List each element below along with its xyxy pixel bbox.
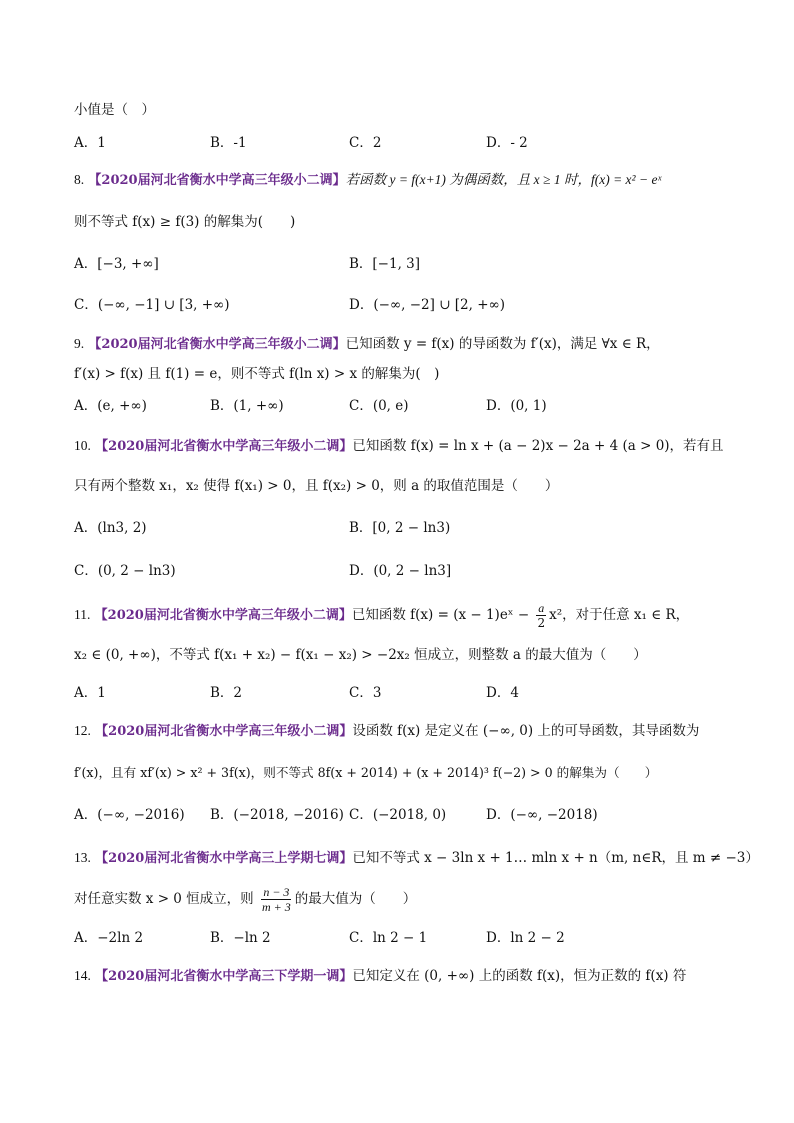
fraction-denominator: 2 [537, 616, 546, 630]
question-number: 14. [74, 968, 91, 983]
q14-stem-1: 已知定义在 (0, +∞) 上的函数 f(x)，恒为正数的 f(x) 符 [352, 968, 687, 984]
question-source: 【2020届河北省衡水中学高三下学期一调】 [95, 969, 353, 984]
q11-line1 [74, 601, 689, 630]
q12-option-b: B．(−2018, −2016) [210, 807, 344, 823]
question-number: 12. [74, 723, 91, 738]
q13-fraction [260, 885, 293, 914]
question-number: 13. [74, 850, 91, 865]
question-source: 【2020届河北省衡水中学高三年级小二调】 [94, 608, 352, 623]
q10-option-c: C．(0, 2 − ln3) [74, 563, 176, 579]
q11-stem-1a: 已知函数 f(x) = (x − 1)eˣ − [351, 607, 530, 623]
q13-option-a: A．−2ln 2 [74, 930, 144, 946]
q10-option-b: B．[0, 2 − ln3) [349, 520, 451, 536]
q13-option-d: D．ln 2 − 2 [486, 930, 565, 946]
fraction-numerator: a [538, 601, 545, 615]
q11-option-b: B．2 [210, 685, 243, 701]
q12-option-d: D．(−∞, −2018) [486, 807, 598, 823]
q9-option-d: D．(0, 1) [486, 398, 547, 414]
q8-line2: 则不等式 f(x) ≥ f(3) 的解集为( ) [74, 214, 296, 230]
q13-line1 [74, 848, 759, 869]
q13-stem-2b: 的最大值为（ ） [294, 891, 417, 907]
q9-option-b: B．(1, +∞) [210, 398, 284, 414]
question-source: 【2020届河北省衡水中学高三上学期七调】 [95, 851, 353, 866]
q7-option-c: C．2 [349, 135, 382, 151]
q7-tail-text: 小值是（ ） [74, 102, 155, 118]
q9-line1 [74, 334, 660, 355]
q9-option-a: A．(e, +∞) [74, 398, 147, 414]
q11-stem-1b: x²，对于任意 x₁ ∈ R， [549, 607, 690, 623]
question-number: 8. [74, 172, 85, 187]
q8-option-a: A．[−3, +∞] [74, 256, 159, 272]
q12-line2: f′(x)，且有 xf′(x) > x² + 3f(x)，则不等式 8f(x + 2014) + (x + 2014)³ f(−2) > 0 的解集为（ ） [74, 765, 658, 780]
question-source: 【2020届河北省衡水中学高三年级小二调】 [95, 439, 353, 454]
q10-option-d: D．(0, 2 − ln3] [349, 563, 452, 579]
q13-stem-2a: 对任意实数 x > 0 恒成立，则 [74, 891, 254, 907]
q13-option-c: C．ln 2 − 1 [349, 930, 428, 946]
q10-option-a: A．(ln3, 2) [74, 520, 147, 536]
q10-line1 [74, 436, 724, 457]
question-source: 【2020届河北省衡水中学高三年级小二调】 [88, 337, 346, 352]
question-number: 10. [74, 438, 91, 453]
q8-option-d: D．(−∞, −2] ∪ [2, +∞) [349, 297, 506, 313]
q8-option-c: C．(−∞, −1] ∪ [3, +∞) [74, 297, 230, 313]
q9-option-c: C．(0, e) [349, 398, 409, 414]
q10-line2: 只有两个整数 x₁，x₂ 使得 f(x₁) > 0，且 f(x₂) > 0，则 a 的取值范围是（ ） [74, 478, 559, 494]
q9-line2: f′(x) > f(x) 且 f(1) = e，则不等式 f(ln x) > x 的解集为( ) [74, 366, 440, 382]
q12-option-c: C．(−2018, 0) [349, 807, 447, 823]
q14-line1 [74, 966, 686, 987]
q8-option-b: B．[−1, 3] [349, 256, 421, 272]
question-number: 9. [74, 336, 85, 351]
q11-option-a: A．1 [74, 685, 106, 701]
q11-option-d: D．4 [486, 685, 519, 701]
question-number: 11. [74, 607, 91, 622]
fraction-denominator: m + 3 [261, 900, 291, 914]
q7-option-b: B．-1 [210, 135, 247, 151]
q7-option-a: A．1 [74, 135, 106, 151]
question-source: 【2020届河北省衡水中学高三年级小二调】 [88, 173, 346, 188]
q12-line1 [74, 721, 699, 742]
q12-option-a: A．(−∞, −2016) [74, 807, 185, 823]
q13-line2 [74, 885, 416, 914]
q8-stem-1: 若函数 y = f(x+1) 为偶函数，且 x ≥ 1 时，f(x) = x² − eˣ [345, 172, 662, 187]
q11-option-c: C．3 [349, 685, 382, 701]
q9-stem-1: 已知函数 y = f(x) 的导函数为 f′(x)，满足 ∀x ∈ R， [345, 336, 660, 352]
q12-stem-1: 设函数 f(x) 是定义在 (−∞, 0) 上的可导函数，其导函数为 [352, 723, 700, 739]
q8-line1 [74, 170, 661, 191]
q13-stem-1: 已知不等式 x − 3ln x + 1… mln x + n（m, n∈R，且 m ≠ −3） [352, 850, 759, 866]
q10-stem-1: 已知函数 f(x) = ln x + (a − 2)x − 2a + 4 (a > 0)，若有且 [352, 438, 724, 454]
question-source: 【2020届河北省衡水中学高三年级小二调】 [95, 724, 353, 739]
fraction-numerator: n − 3 [263, 885, 290, 899]
q11-line2: x₂ ∈ (0, +∞)，不等式 f(x₁ + x₂) − f(x₁ − x₂) > −2x₂ 恒成立，则整数 a 的最大值为（ ） [74, 647, 647, 663]
q7-option-d: D．- 2 [486, 135, 528, 151]
q11-fraction [535, 601, 547, 630]
q13-option-b: B．−ln 2 [210, 930, 271, 946]
